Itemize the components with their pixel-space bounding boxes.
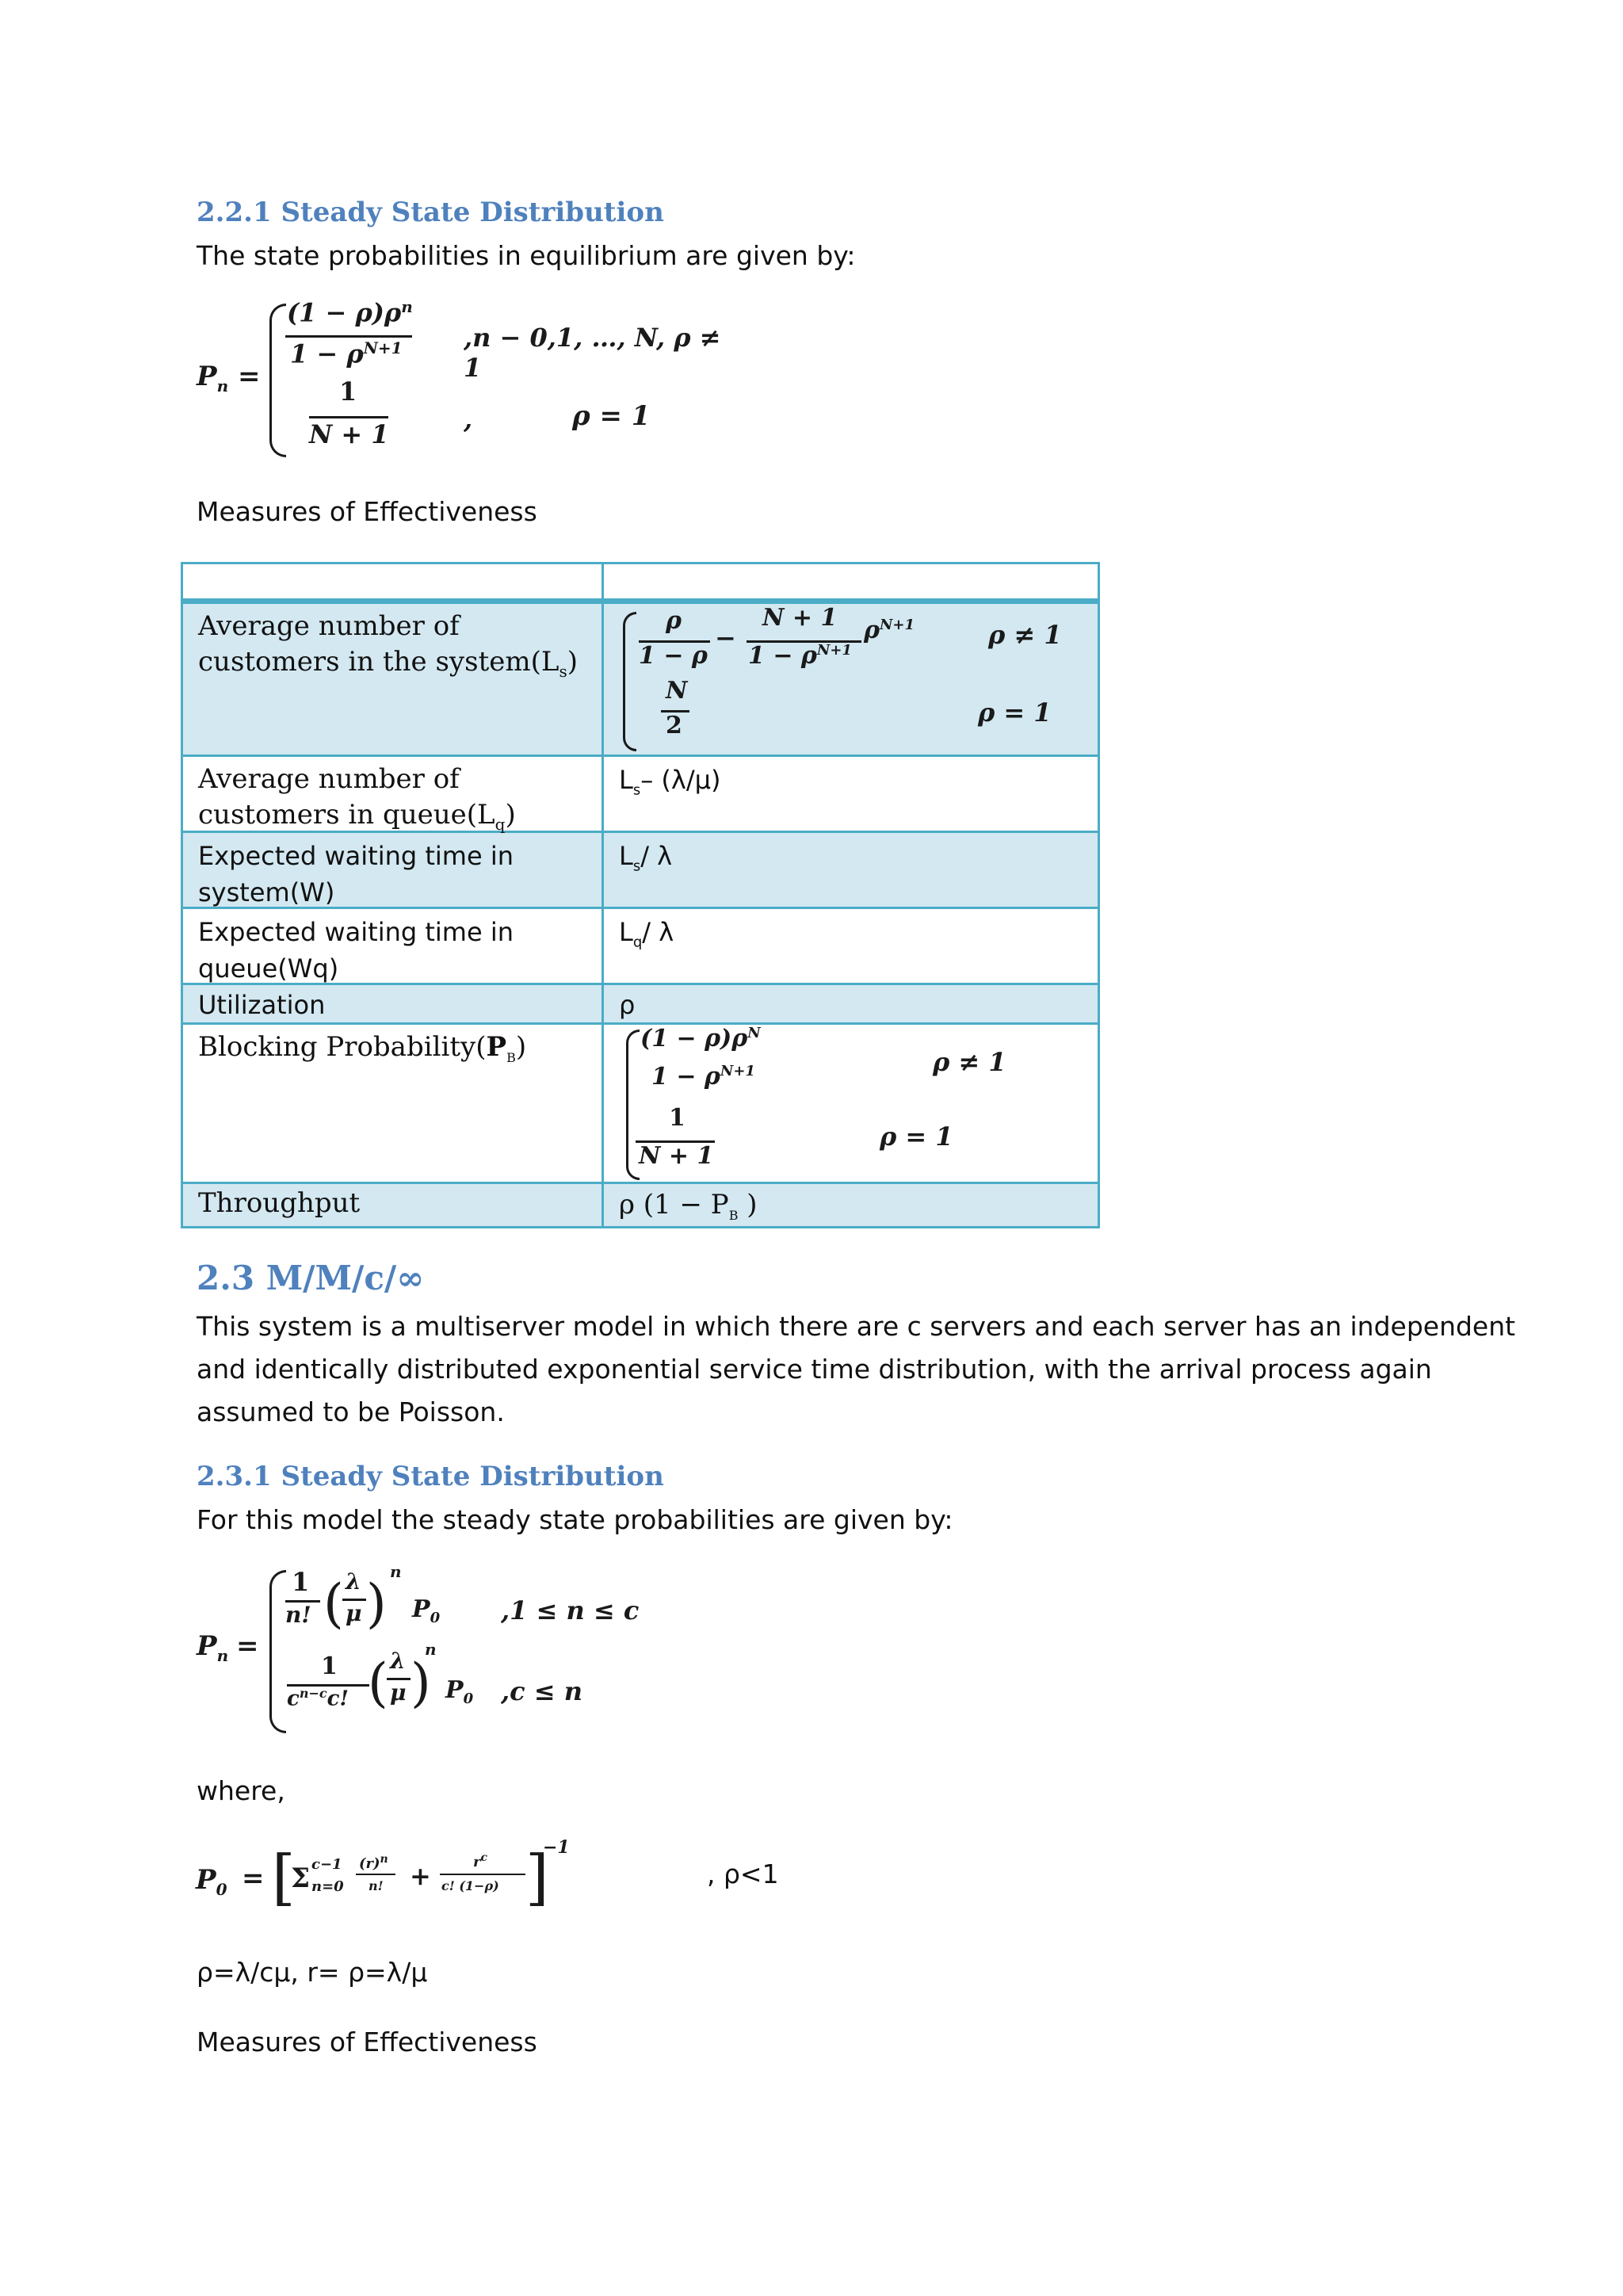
measure-label: Expected waiting time in system(W) [198, 841, 514, 907]
measure-label: Throughput [198, 1187, 361, 1219]
table-header-row [182, 563, 1099, 602]
equals-sign: = [236, 1630, 259, 1662]
rho-definition: ρ=λ/cμ, r= ρ=λ/μ [197, 1957, 428, 1988]
pb-case-brace [626, 1030, 640, 1180]
case1-fraction-bar [285, 335, 412, 338]
value-cell [603, 908, 1099, 984]
measure-cell [182, 1024, 603, 1183]
c2-open-paren: ( [368, 1652, 388, 1713]
c1-condition: ,1 ≤ n ≤ c [501, 1595, 640, 1626]
sum-lower: n=0 [311, 1878, 344, 1895]
header-cell-formula [603, 563, 1099, 602]
measure-cell [182, 984, 603, 1024]
t1-denominator: n! [369, 1878, 384, 1893]
p0-lhs: $P_0$ [196, 1864, 227, 1899]
formula-cell-ls [603, 602, 1099, 756]
paragraph-line: assumed to be Poisson. [197, 1396, 505, 1427]
c2-p0: $P_0$ [445, 1676, 474, 1707]
sum-sign: Σ [291, 1862, 311, 1894]
formula-lhs: $P_n$ [197, 361, 229, 395]
measure-label: Expected waiting time in queue(Wq) [198, 917, 514, 984]
t1-bar [356, 1874, 395, 1875]
section-heading-2-2-1: 2.2.1 Steady State Distribution [197, 197, 664, 228]
header-cell-measure [182, 563, 603, 602]
pb-cond2: ρ = 1 [880, 1121, 953, 1152]
pb-b-numerator: 1 [669, 1104, 685, 1132]
table-row [182, 832, 1099, 908]
ls-c-denominator: 2 [666, 712, 682, 739]
intro-text: For this model the steady state probabilities are given by: [197, 1504, 953, 1535]
ls-a-denominator: 1 − ρ [639, 642, 708, 670]
c1-numerator: 1 [292, 1567, 310, 1597]
c1-p0: $P_0$ [412, 1595, 441, 1626]
measure-label: Average number of customers in $queue(L_q)$ [198, 763, 516, 834]
case2-denominator: N + 1 [309, 419, 389, 449]
measure-cell [182, 756, 603, 832]
c1-close-paren: ) [366, 1573, 387, 1634]
c2-numerator: 1 [321, 1652, 338, 1680]
case2-numerator: 1 [339, 376, 357, 407]
plus-sign: + [410, 1861, 431, 1891]
sum-upper: c−1 [311, 1856, 342, 1873]
value-cell [603, 1183, 1099, 1228]
t1-numerator: $(r)^n$ [359, 1853, 388, 1872]
c2-close-paren: ) [411, 1652, 431, 1713]
case2-fraction-bar [309, 416, 388, 418]
ls-b-denominator: $1 - \rho^{N+1}$ [748, 642, 852, 670]
value-cell [603, 832, 1099, 908]
c2-condition: ,c ≤ n [501, 1676, 582, 1706]
c2-denominator: $c^{n-c}c$! [287, 1686, 349, 1711]
p0-condition: , ρ<1 [707, 1859, 779, 1889]
t2-bar [440, 1874, 525, 1875]
where-label: where, [197, 1775, 285, 1806]
right-bracket: ] [525, 1842, 549, 1912]
formula-cell-pb [603, 1024, 1099, 1183]
ls-cond1: ρ ≠ 1 [988, 620, 1062, 650]
pn-formula-mmc [190, 1562, 682, 1736]
value-text: $L_s-$ (λ/μ) [619, 765, 721, 799]
measure-cell [182, 602, 603, 756]
table-row [182, 1183, 1099, 1228]
measure-label: Average number of customers in the $system(L_s)$ [198, 610, 578, 681]
pb-a-denominator: $1 - \rho^{N+1}$ [651, 1063, 755, 1091]
c1-power: n [390, 1562, 402, 1581]
measures-table [181, 562, 1100, 1228]
value-text: ρ [619, 990, 636, 1020]
t2-numerator: $r^c$ [473, 1851, 488, 1870]
value-text: $L_s/$ λ [619, 841, 673, 875]
case-brace [269, 1570, 286, 1733]
table-row [182, 756, 1099, 832]
p0-exponent: −1 [543, 1837, 570, 1858]
left-bracket: [ [272, 1842, 296, 1912]
c1-lambda: λ [346, 1568, 361, 1595]
ls-case-brace [623, 612, 636, 751]
table-row [182, 908, 1099, 984]
ls-b-tail: $\rho^{N+1}$ [864, 617, 915, 644]
pb-b-denominator: N + 1 [639, 1142, 714, 1170]
equals-sign: = [238, 361, 261, 392]
table-row [182, 1024, 1099, 1183]
ls-b-numerator: N + 1 [762, 604, 838, 632]
measures-label: Measures of Effectiveness [197, 496, 537, 527]
c2-mu: μ [390, 1679, 407, 1706]
value-cell [603, 756, 1099, 832]
measure-cell [182, 908, 603, 984]
value-text: $L_q/$ λ [619, 917, 674, 951]
formula-lhs: $P_n$ [197, 1630, 229, 1665]
measure-label: Blocking $Probability(P_B)$ [198, 1031, 527, 1065]
measures-label-2: Measures of Effectiveness [197, 2027, 537, 2057]
t2-denominator: c! (1−ρ) [441, 1878, 499, 1893]
ls-minus: − [715, 623, 736, 653]
pb-cond1: ρ ≠ 1 [933, 1047, 1006, 1077]
case-brace [269, 304, 286, 457]
ls-a-numerator: ρ [666, 607, 682, 635]
intro-text: The state probabilities in equilibrium are given by: [197, 240, 856, 271]
measure-cell [182, 832, 603, 908]
p0-equals: = [242, 1862, 265, 1894]
pb-a-numerator: $(1 - \rho)\rho^N$ [640, 1025, 761, 1052]
pn-formula-mm1n [190, 297, 745, 464]
c2-lambda: λ [390, 1648, 406, 1674]
c1-denominator: n! [285, 1602, 311, 1628]
value-cell [603, 984, 1099, 1024]
paragraph-line: and identically distributed exponential service time distribution, with the arrival process again [197, 1354, 1432, 1385]
c2-power: n [425, 1640, 437, 1659]
case2-condition: ρ = 1 [572, 400, 651, 432]
c1-open-paren: ( [323, 1573, 344, 1634]
table-row [182, 602, 1099, 756]
measure-cell [182, 1183, 603, 1228]
p0-formula [194, 1837, 796, 1916]
paragraph-line: This system is a multiserver model in which there are c servers and each server has an independent [197, 1311, 1516, 1342]
ls-cond2: ρ = 1 [978, 697, 1052, 728]
section-heading-2-3-1: 2.3.1 Steady State Distribution [197, 1461, 664, 1492]
c1-mu: μ [346, 1600, 362, 1626]
section-2-3-paragraph [197, 1305, 1515, 1434]
section-heading-2-3: 2.3 M/M/c/∞ [197, 1259, 425, 1297]
value-text: ρ ($1 - P_B$ ) [619, 1189, 758, 1223]
case1-denominator: $1 - \rho^{N+1}$ [290, 338, 403, 369]
case1-numerator: $(1 - \rho)\rho^n$ [287, 297, 413, 328]
measure-label: Utilization [198, 990, 326, 1020]
ls-c-numerator: N [666, 677, 688, 705]
table-row [182, 984, 1099, 1024]
case1-condition: ,n − 0,1, …, N, ρ ≠ 1 [464, 323, 721, 383]
case2-comma: , [464, 404, 473, 434]
